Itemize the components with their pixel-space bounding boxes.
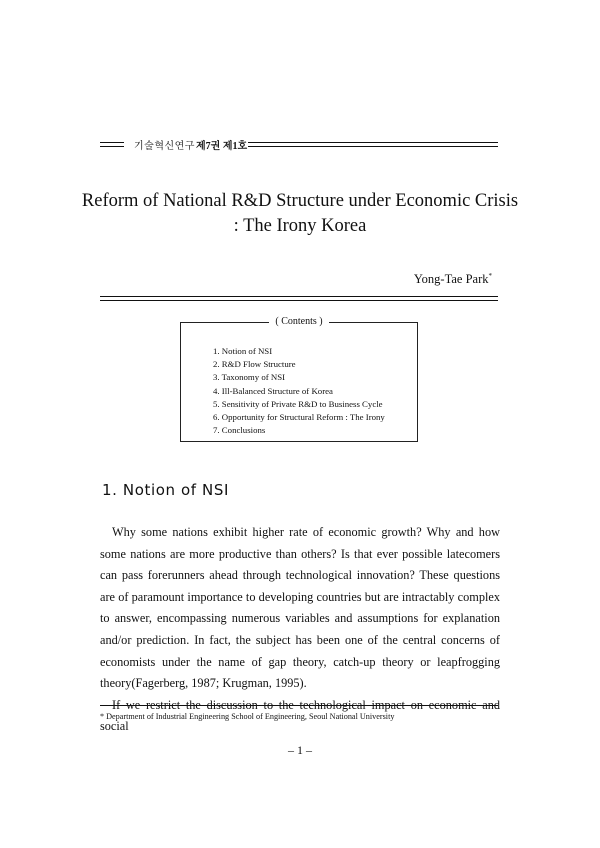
contents-item: 5. Sensitivity of Private R&D to Business Cycle (213, 398, 383, 409)
contents-item: 7. Conclusions (213, 425, 266, 436)
author (414, 272, 492, 287)
contents-item: 1. Notion of NSI (213, 346, 273, 356)
contents-item: 6. Opportunity for Structural Reform : The Irony (213, 412, 385, 423)
title-line-2: : The Irony Korea (233, 216, 367, 236)
paragraph: If we restrict the discussion to the technological impact on economic and social (100, 697, 500, 734)
paragraph: Why some nations exhibit higher rate of economic growth? Why and how some nations are more productive than others? Is that ever possible latecomers can pass forerunners ahead through technological innovation? These questions are of paramount importance to developing countries but are intractably complex to answer, encompassing numerous variables and assumptions for explanation and/or prediction. In fact, the subject has been one of the central concerns of economists under the name of gap theory, catch-up theory or leapfrogging theory(Fagerberg, 1987; Krugman, 1995). (100, 525, 500, 691)
section-heading: 1. Notion of NSI (102, 481, 229, 499)
author-footnote-mark: * (488, 272, 492, 280)
page-number: – 1 – (288, 743, 312, 757)
footnote: * Department of Industrial Engineering School of Engineering, Seoul National University (100, 712, 395, 721)
contents-heading: ( Contents ) (181, 315, 417, 329)
contents-box (180, 316, 418, 442)
footnote-rule (100, 705, 498, 706)
title-line-1: Reform of National R&D Structure under Economic Crisis (81, 191, 519, 211)
journal-volume: 제7권 제1호 (196, 141, 248, 152)
contents-item: 3. Taxonomy of NSI (213, 372, 286, 383)
running-header (100, 138, 498, 152)
paper-title (0, 189, 600, 239)
header-right-rule (248, 142, 498, 147)
contents-item: 4. Ill-Balanced Structure of Korea (213, 385, 333, 396)
author-name: Yong-Tae Park (413, 272, 489, 287)
header-left-rule (100, 142, 124, 147)
journal-name: 기술혁신연구 (134, 141, 195, 152)
contents-item: 2. R&D Flow Structure (213, 359, 296, 370)
contents-list (213, 345, 385, 437)
title-separator-rule (100, 296, 498, 301)
